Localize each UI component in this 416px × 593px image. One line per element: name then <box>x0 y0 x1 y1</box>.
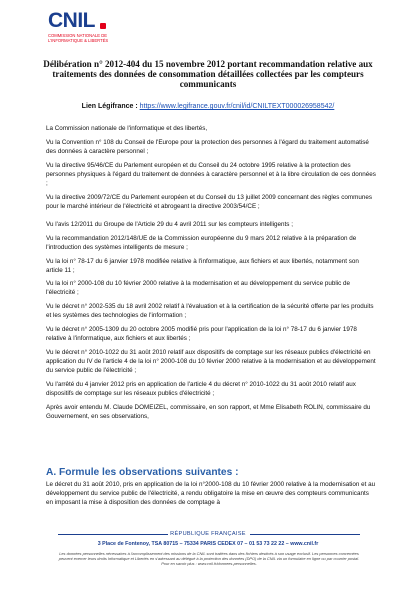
legifrance-link[interactable]: https://www.legifrance.gouv.fr/cnil/id/CNILTEXT000026958542/ <box>139 103 335 110</box>
section-paragraph: Le décret du 31 août 2010, pris en application de la loi n°2000-108 du 10 février 2000 relative à la modernisation et au développement du service public de l'électricité, a rendu obligatoire la mise en œuvre des compteurs communicants en imposant la mise à disposition des données de comptage à <box>46 481 376 506</box>
document-title: Délibération n° 2012-404 du 15 novembre 2012 portant recommandation relative aux traitements des données de consommation détaillées collectées par les compteurs communicants <box>43 59 373 90</box>
logo-red-dot-icon <box>100 23 106 29</box>
cnil-logo <box>48 10 118 52</box>
republique-label: RÉPUBLIQUE FRANÇAISE <box>170 531 246 537</box>
paragraph: Vu la loi n° 78-17 du 6 janvier 1978 modifiée relative à l'informatique, aux fichiers et aux libertés, notamment son article 11 ; <box>46 258 359 274</box>
paragraph: Vu la loi n° 2000-108 du 10 février 2000 relative à la modernisation et au développement du service public de l'électricité ; <box>46 280 351 296</box>
paragraph: Vu l'avis 12/2011 du Groupe de l'Article 29 du 4 avril 2011 sur les compteurs intelligents ; <box>46 221 293 228</box>
legifrance-link-line <box>0 103 416 111</box>
footer-divider-right <box>250 534 360 535</box>
paragraph: Vu le décret n° 2010-1022 du 31 août 2010 relatif aux dispositifs de comptage sur les réseaux publics d'électricité en application du IV de l'article 4 de la loi n° 2000-108 du 10 février 2000 relative à la modernisation et au développement du service public de l'électricité ; <box>46 349 376 374</box>
footer-address: 3 Place de Fontenoy, TSA 80715 – 75334 PARIS CEDEX 07 – 01 53 73 22 22 – www.cnil.fr <box>97 541 319 547</box>
paragraph: Vu l'arrêté du 4 janvier 2012 pris en application de l'article 4 du décret n° 2010-1022 du 31 août 2010 relatif aux dispositifs de comptage sur les réseaux publics d'électricité ; <box>46 381 356 397</box>
section-heading: A. Formule les observations suivantes : <box>46 467 239 478</box>
paragraph: Vu la directive 2009/72/CE du Parlement européen et du Conseil du 13 juillet 2009 concernant des règles communes pour le marché intérieur de l'électricité et abrogeant la directive 2003/54/CE ; <box>46 194 373 210</box>
logo-subtitle: COMMISSION NATIONALE DE L'INFORMATIQUE & LIBERTÉS <box>48 33 109 43</box>
footer-legal-notice: Les données personnelles nécessaires à l'accomplissement des missions de la CNIL sont traitées dans des fichiers destinés à son usage exclusif. Les personnes concernées peuvent exercer leurs droits Informatique et Libertés en s'adressant au délégué à la protection des données (DPO) de la CNIL via un formulaire en ligne ou par courrier postal. Pour en savoir plus : www.cnil.fr/donnees-personnelles. <box>58 551 360 566</box>
paragraph: Vu le décret n° 2002-535 du 18 avril 2002 relatif à l'évaluation et à la certification de la sécurité offerte par les produits et les systèmes des technologies de l'information ; <box>46 303 374 319</box>
paragraph: Après avoir entendu M. Claude DOMEIZEL, commissaire, en son rapport, et Mme Elisabeth ROLIN, commissaire du Gouvernement, en ses observations, <box>46 404 371 420</box>
paragraph: Vu la directive 95/46/CE du Parlement européen et du Conseil du 24 octobre 1995 relative à la protection des personnes physiques à l'égard du traitement de données à caractère personnel et à la libre circulation de ces données ; <box>46 162 376 187</box>
legifrance-label: Lien Légifrance : <box>81 103 140 110</box>
paragraph: La Commission nationale de l'informatique et des libertés, <box>46 125 208 132</box>
logo-wordmark: CNIL <box>48 9 95 32</box>
paragraph: Vu la recommandation 2012/148/UE de la Commission européenne du 9 mars 2012 relative à la préparation de l'introduction des systèmes intelligents de mesure ; <box>46 235 357 251</box>
paragraph: Vu la Convention n° 108 du Conseil de l'Europe pour la protection des personnes à l'égard du traitement automatisé des données à caractère personnel ; <box>46 139 369 155</box>
paragraph: Vu le décret n° 2005-1309 du 20 octobre 2005 modifié pris pour l'application de la loi n° 78-17 du 6 janvier 1978 relative à l'informatique, aux fichiers et aux libertés ; <box>46 326 357 342</box>
